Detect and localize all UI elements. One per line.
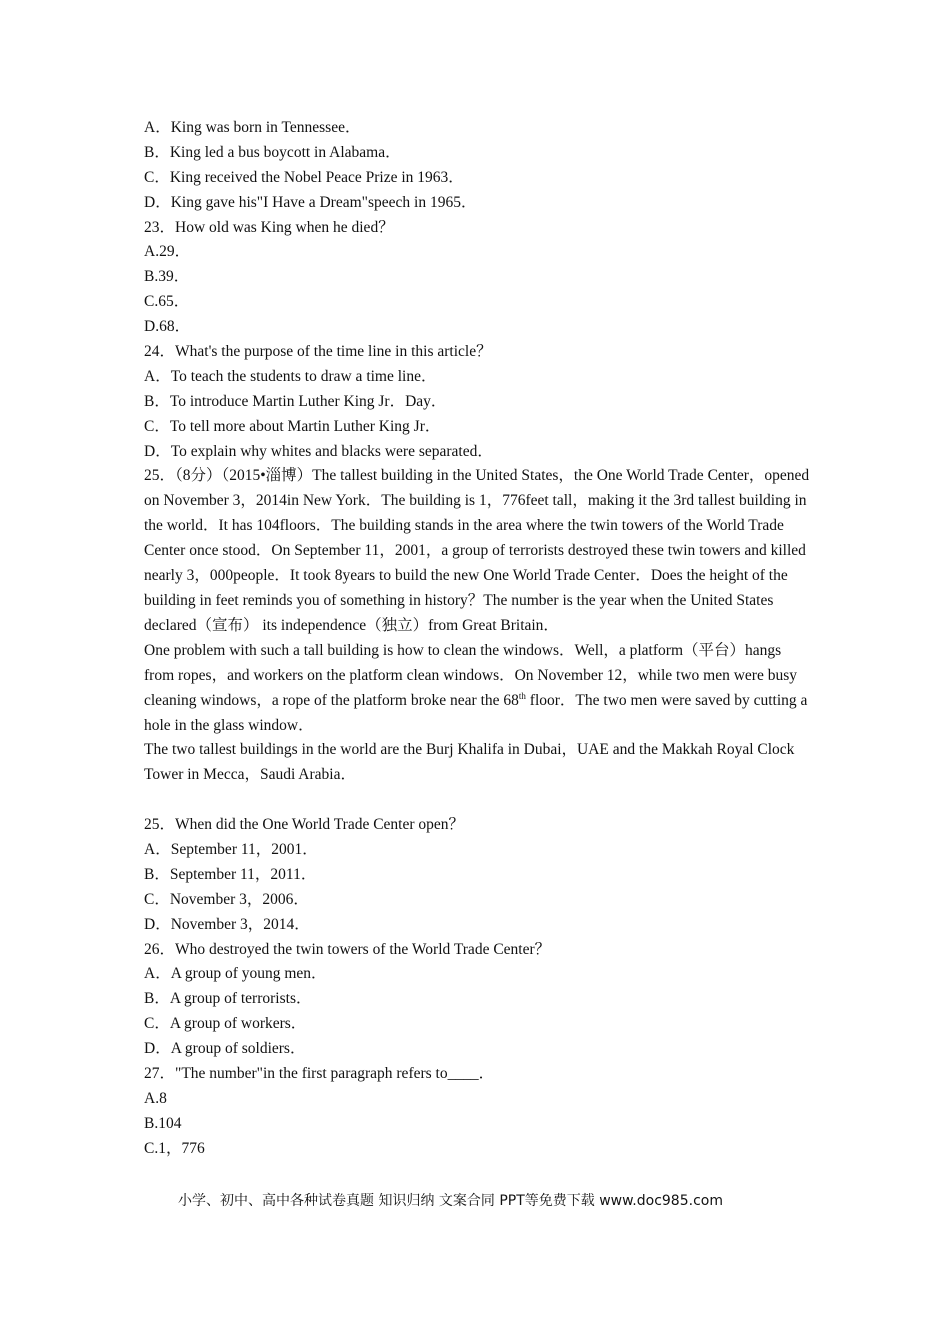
passage-paragraph-2: [144, 639, 814, 739]
q26-option-b: B．A group of terrorists．: [144, 990, 312, 1008]
ordinal-suffix: th: [518, 690, 526, 701]
q22-option-d: D．King gave his"I Have a Dream"speech in 1965．: [144, 193, 477, 211]
q22-option-b: B．King led a bus boycott in Alabama．: [144, 143, 401, 161]
q24-option-c: C．To tell more about Martin Luther King Jr．: [144, 417, 441, 435]
paragraph-spacer: [144, 788, 814, 813]
q27-option-b: B.104: [144, 1114, 182, 1132]
passage-paragraph-2-text: One problem with such a tall building is how to clean the windows．Well，a platform（平台）hangs from ropes，and workers on the platform clean windows．On November 12，while two men were busy cleaning windows，a rope of the platform broke near the 68: [144, 641, 797, 709]
page-footer: 小学、初中、高中各种试卷真题 知识归纳 文案合同 PPT等免费下载 www.doc985.com: [178, 1193, 723, 1209]
q24-option-b: B．To introduce Martin Luther King Jr．Day．: [144, 392, 447, 410]
q24-option-d: D．To explain why whites and blacks were separated．: [144, 442, 493, 460]
passage-paragraph-3: The two tallest buildings in the world are the Burj Khalifa in Dubai，UAE and the Makkah Royal Clock Tower in Mecca，Saudi Arabia．: [144, 741, 795, 784]
q22-option-a: A．King was born in Tennessee．: [144, 119, 361, 136]
q26-question: 26．Who destroyed the twin towers of the World Trade Center？: [144, 940, 551, 958]
q25-option-c: C．November 3，2006．: [144, 890, 309, 908]
q24-question: 24．What's the purpose of the time line in this article？: [144, 343, 492, 361]
passage-paragraph-2-tail: floor．The two men were saved by cutting a hole in the glass window．: [144, 691, 808, 734]
q23-option-b: B.39．: [144, 268, 190, 286]
q26-option-a: A．A group of young men．: [144, 965, 327, 983]
q27-option-a: A.8: [144, 1089, 167, 1107]
q23-option-a: A.29．: [144, 243, 191, 261]
q27-question: 27．"The number"in the first paragraph refers to____．: [144, 1065, 495, 1083]
q25-option-b: B．September 11，2011．: [144, 865, 317, 883]
q25-option-a: A．September 11，2001．: [144, 841, 318, 859]
q25-option-d: D．November 3，2014．: [144, 915, 310, 933]
q27-option-c: C.1，776: [144, 1139, 205, 1157]
page-content: [144, 116, 814, 1162]
q25-question: 25．When did the One World Trade Center open？: [144, 816, 465, 834]
q26-option-d: D．A group of soldiers．: [144, 1040, 306, 1058]
q24-option-a: A．To teach the students to draw a time line．: [144, 367, 437, 385]
q23-question: 23．How old was King when he died？: [144, 218, 394, 236]
q23-option-c: C.65．: [144, 293, 190, 311]
q26-option-c: C．A group of workers．: [144, 1015, 307, 1033]
q22-option-c: C．King received the Nobel Peace Prize in 1963．: [144, 168, 464, 186]
passage-paragraph-1: 25．（8分）（2015•淄博）The tallest building in the United States，the One World Trade Center，opened on November 3，2014in New York．The building is 1，776feet tall，making it the 3rd tallest building in the world．It has 104floors．The building stands in the area where the twin towers of the World Trade Center once stood．On September 11，2001，a group of terrorists destroyed these twin towers and killed nearly 3，000people．It took 8years to build the new One World Trade Center．Does the height of the building in feet reminds you of something in history？The number is the year when the United States declared（宣布） its independence（独立）from Great Britain．: [144, 467, 810, 634]
q23-option-d: D.68．: [144, 318, 191, 336]
